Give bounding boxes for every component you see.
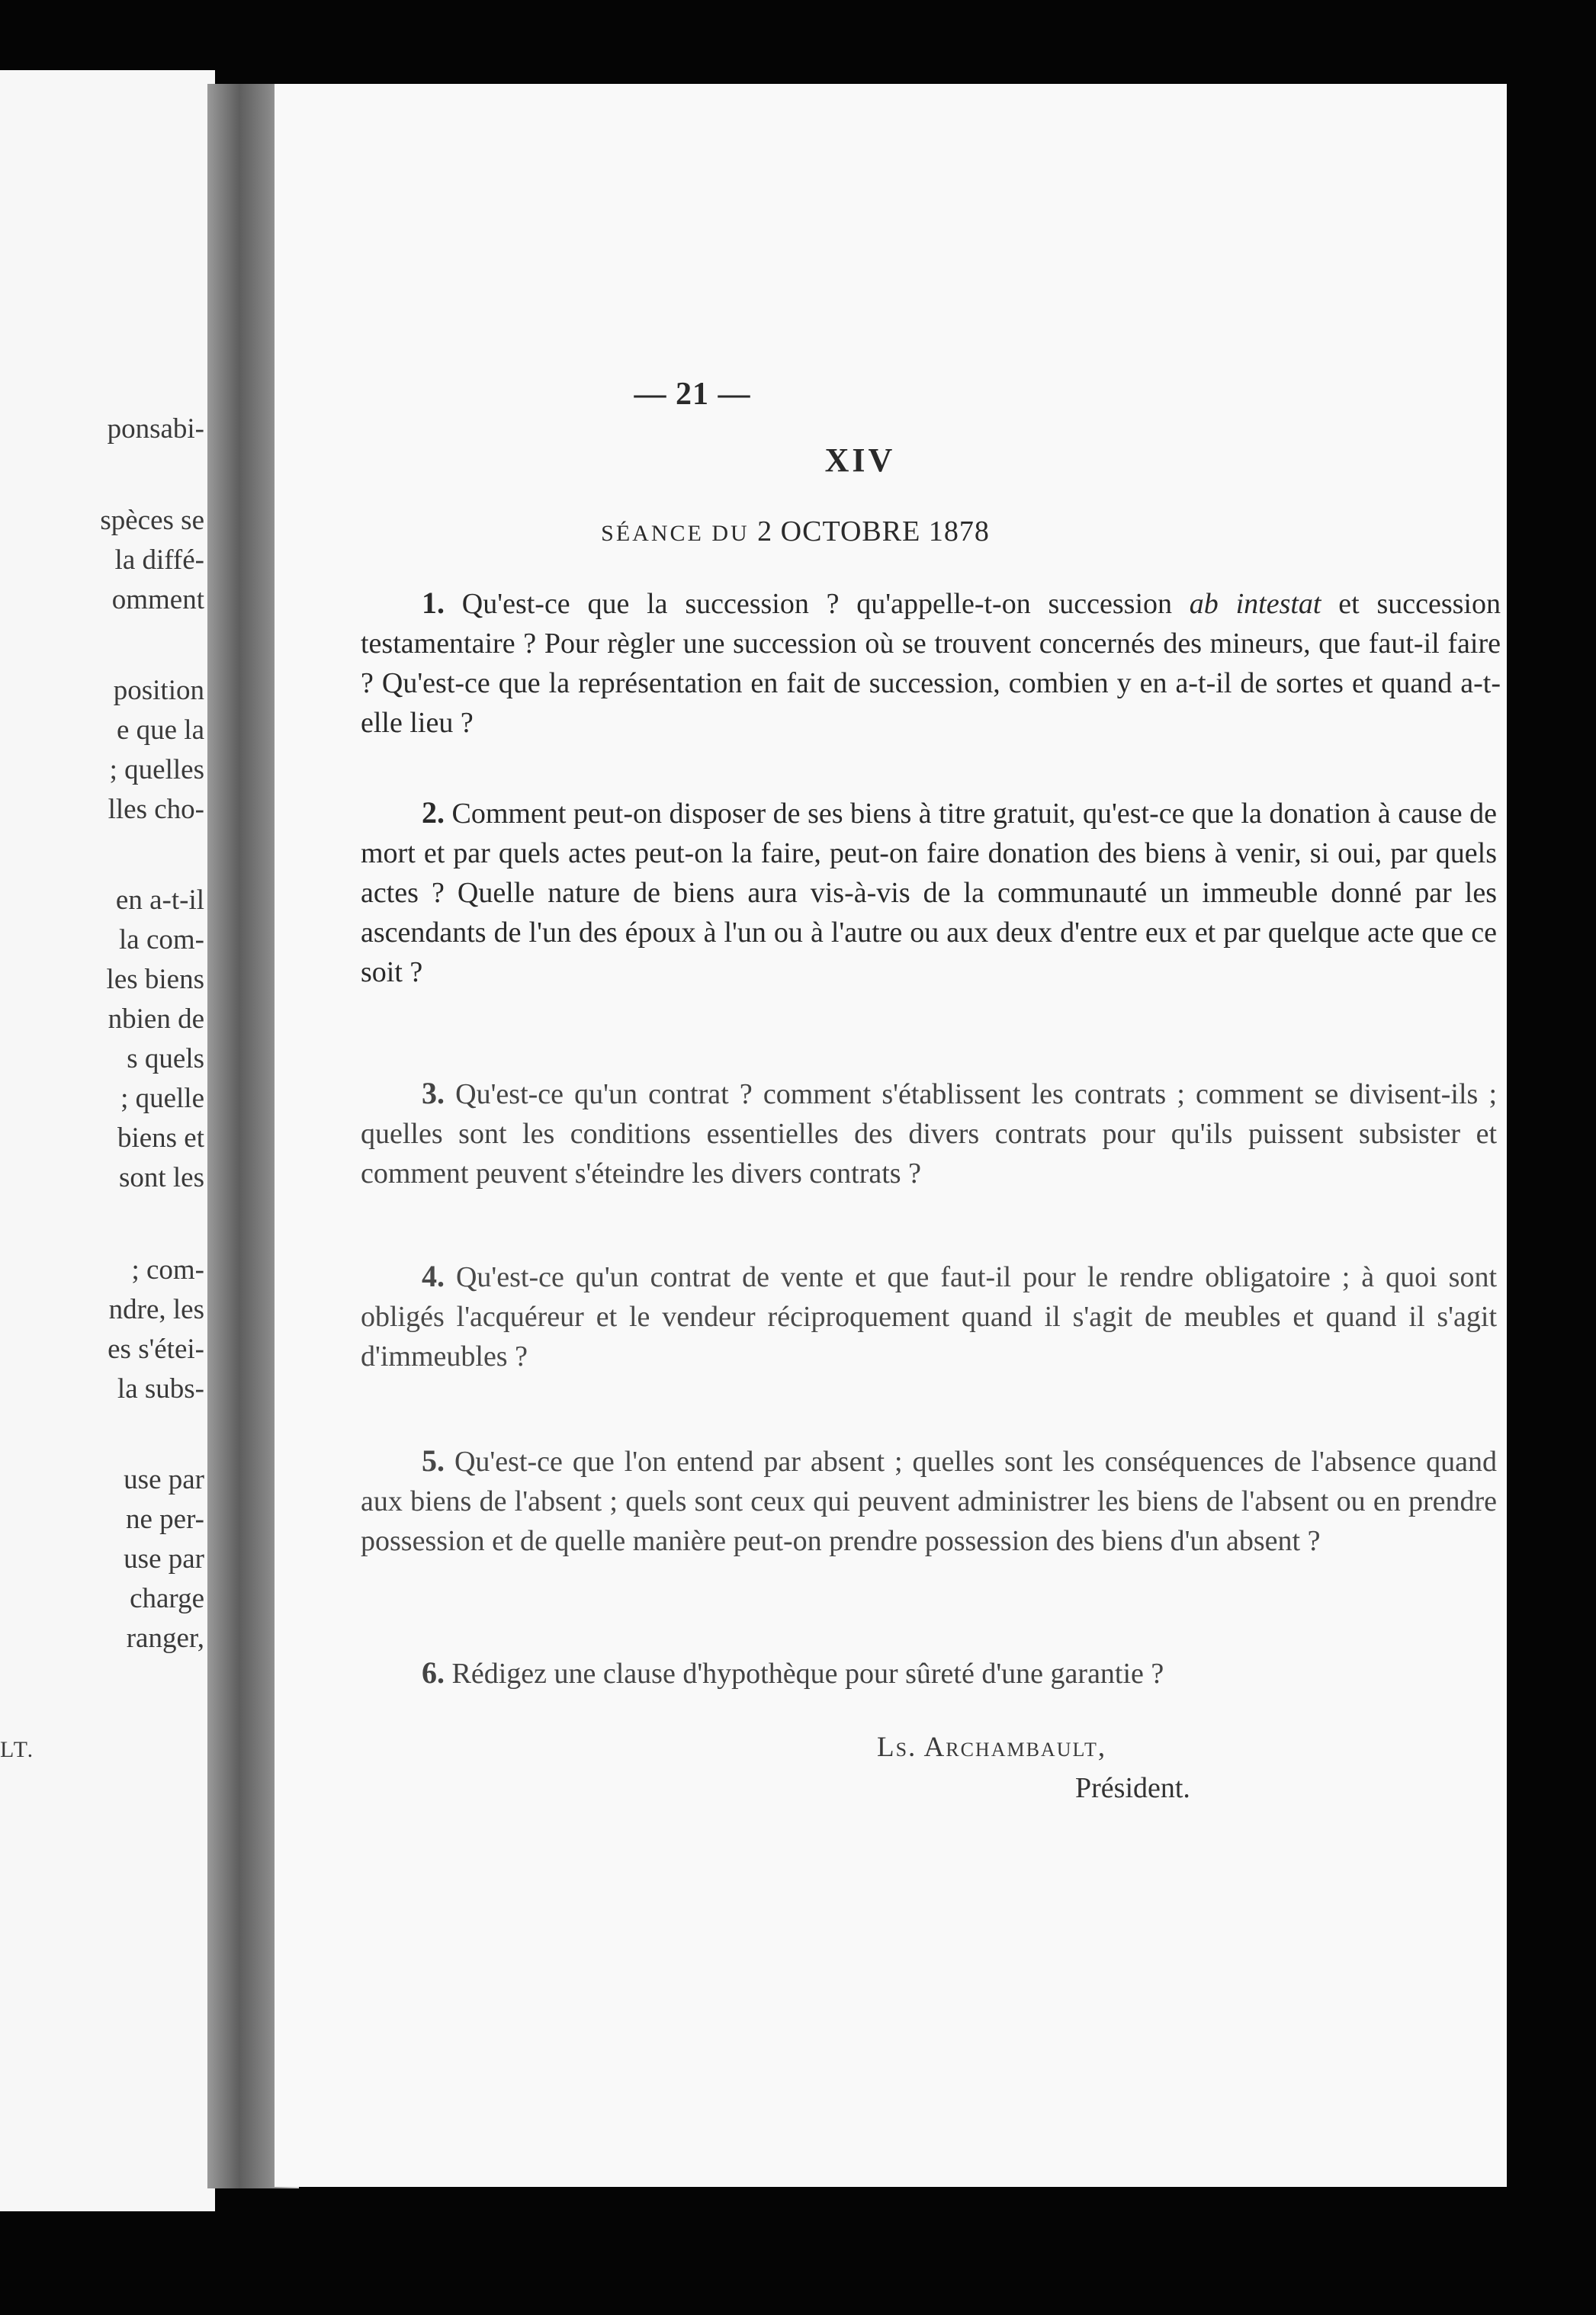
- left-page-text-fragment: la diffé-: [114, 544, 204, 576]
- document-page: [275, 84, 1507, 2187]
- question-text: Qu'est-ce qu'un contrat de vente et que faut-il pour le rendre obligatoire ; à quoi sont obligés l'acquéreur et le vendeur réciproquement quand il s'agit de meubles et quand il s'agit d'immeubles ?: [361, 1261, 1497, 1373]
- question-4: [361, 1257, 1497, 1376]
- left-page-text-fragment: use par: [124, 1464, 204, 1495]
- question-text: Qu'est-ce que la succession ? qu'appelle-t-on succession: [445, 588, 1190, 620]
- question-5: [361, 1441, 1497, 1561]
- question-number: 5.: [422, 1443, 445, 1478]
- left-page-text-fragment: ; com-: [131, 1254, 204, 1286]
- left-page-text-fragment: sont les: [118, 1162, 204, 1193]
- question-italic-text: ab intestat: [1189, 588, 1321, 620]
- left-page-text-fragment: es s'étei-: [108, 1334, 204, 1365]
- left-page-text-fragment: ndre, les: [108, 1294, 204, 1325]
- question-1: [361, 583, 1501, 743]
- section-numeral: XIV: [824, 441, 896, 479]
- signature-name: Ls. Archambault,: [877, 1732, 1107, 1763]
- left-page-text-fragment: s quels: [127, 1043, 204, 1074]
- page-number: — 21 —: [634, 377, 751, 412]
- question-text: Qu'est-ce qu'un contrat ? comment s'établissent les contrats ; comment se divisent-ils ; quelles sont les conditions essentielles des divers contrats pour qu'ils puissent subsister et comment peuvent s'éteindre les divers contrats ?: [361, 1078, 1497, 1190]
- left-page-text-fragment: charge: [130, 1583, 204, 1614]
- left-page-text-fragment: en a-t-il: [115, 885, 204, 916]
- session-heading: [452, 515, 1138, 548]
- question-text: et succession testamentaire ? Pour règler une succession où se trouvent concernés des mineurs, que faut-il faire ? Qu'est-ce que la représentation en fait de succession, combien y en a-t-il de sortes et quand a-t-elle lieu ?: [361, 588, 1501, 739]
- question-number: 6.: [422, 1655, 445, 1690]
- left-page-text-fragment: position: [113, 675, 204, 706]
- question-number: 3.: [422, 1076, 445, 1110]
- left-page-text-fragment: use par: [124, 1543, 204, 1575]
- question-3: [361, 1074, 1497, 1193]
- left-page-text-fragment: la com-: [119, 924, 204, 955]
- left-page-text-fragment: ranger,: [126, 1623, 204, 1654]
- left-page-text-fragment: biens et: [117, 1122, 204, 1154]
- signature-title: Président.: [1075, 1772, 1190, 1804]
- left-page-text-fragment: ne per-: [126, 1504, 204, 1535]
- question-number: 2.: [422, 795, 445, 830]
- question-text: Comment peut-on disposer de ses biens à titre gratuit, qu'est-ce que la donation à cause de mort et par quels actes peut-on la faire, peut-on faire donation des biens à venir, si oui, par quels actes ? Quelle nature de biens aura vis-à-vis de la communauté un immeuble donné par les ascendants de l'un des époux à l'un ou à l'autre ou aux deux d'entre eux et par quelque acte que ce soit ?: [361, 798, 1497, 988]
- left-page-text-fragment: ponsabi-: [107, 413, 204, 445]
- left-page-text-fragment: omment: [111, 584, 204, 615]
- question-text: Qu'est-ce que l'on entend par absent ; quelles sont les conséquences de l'absence quand aux biens de l'absent ; quels sont ceux qui peuvent administrer les biens de l'absent ou en prendre possession et de quelle manière peut-on prendre possession des biens d'un absent ?: [361, 1446, 1497, 1557]
- left-page-text-fragment: la subs-: [117, 1373, 204, 1405]
- left-page-text-fragment: spèces se: [100, 505, 204, 536]
- facing-page-left: [0, 70, 215, 2211]
- left-page-text-fragment: LT.: [0, 1737, 35, 1762]
- left-page-text-fragment: ; quelle: [120, 1083, 204, 1114]
- question-text: Rédigez une clause d'hypothèque pour sûreté d'une garantie ?: [445, 1658, 1164, 1690]
- left-page-text-fragment: ; quelles: [109, 754, 204, 785]
- left-page-text-fragment: lles cho-: [108, 794, 204, 825]
- question-number: 1.: [422, 586, 445, 620]
- question-2: [361, 793, 1497, 992]
- left-page-text-fragment: nbien de: [108, 1003, 204, 1035]
- left-page-text-fragment: les biens: [106, 964, 204, 995]
- session-heading-date: 2 OCTOBRE 1878: [757, 515, 990, 547]
- question-6: [361, 1653, 1497, 1694]
- question-number: 4.: [422, 1259, 445, 1293]
- session-heading-label: SÉANCE DU: [601, 521, 750, 546]
- left-page-text-fragment: e que la: [116, 714, 204, 746]
